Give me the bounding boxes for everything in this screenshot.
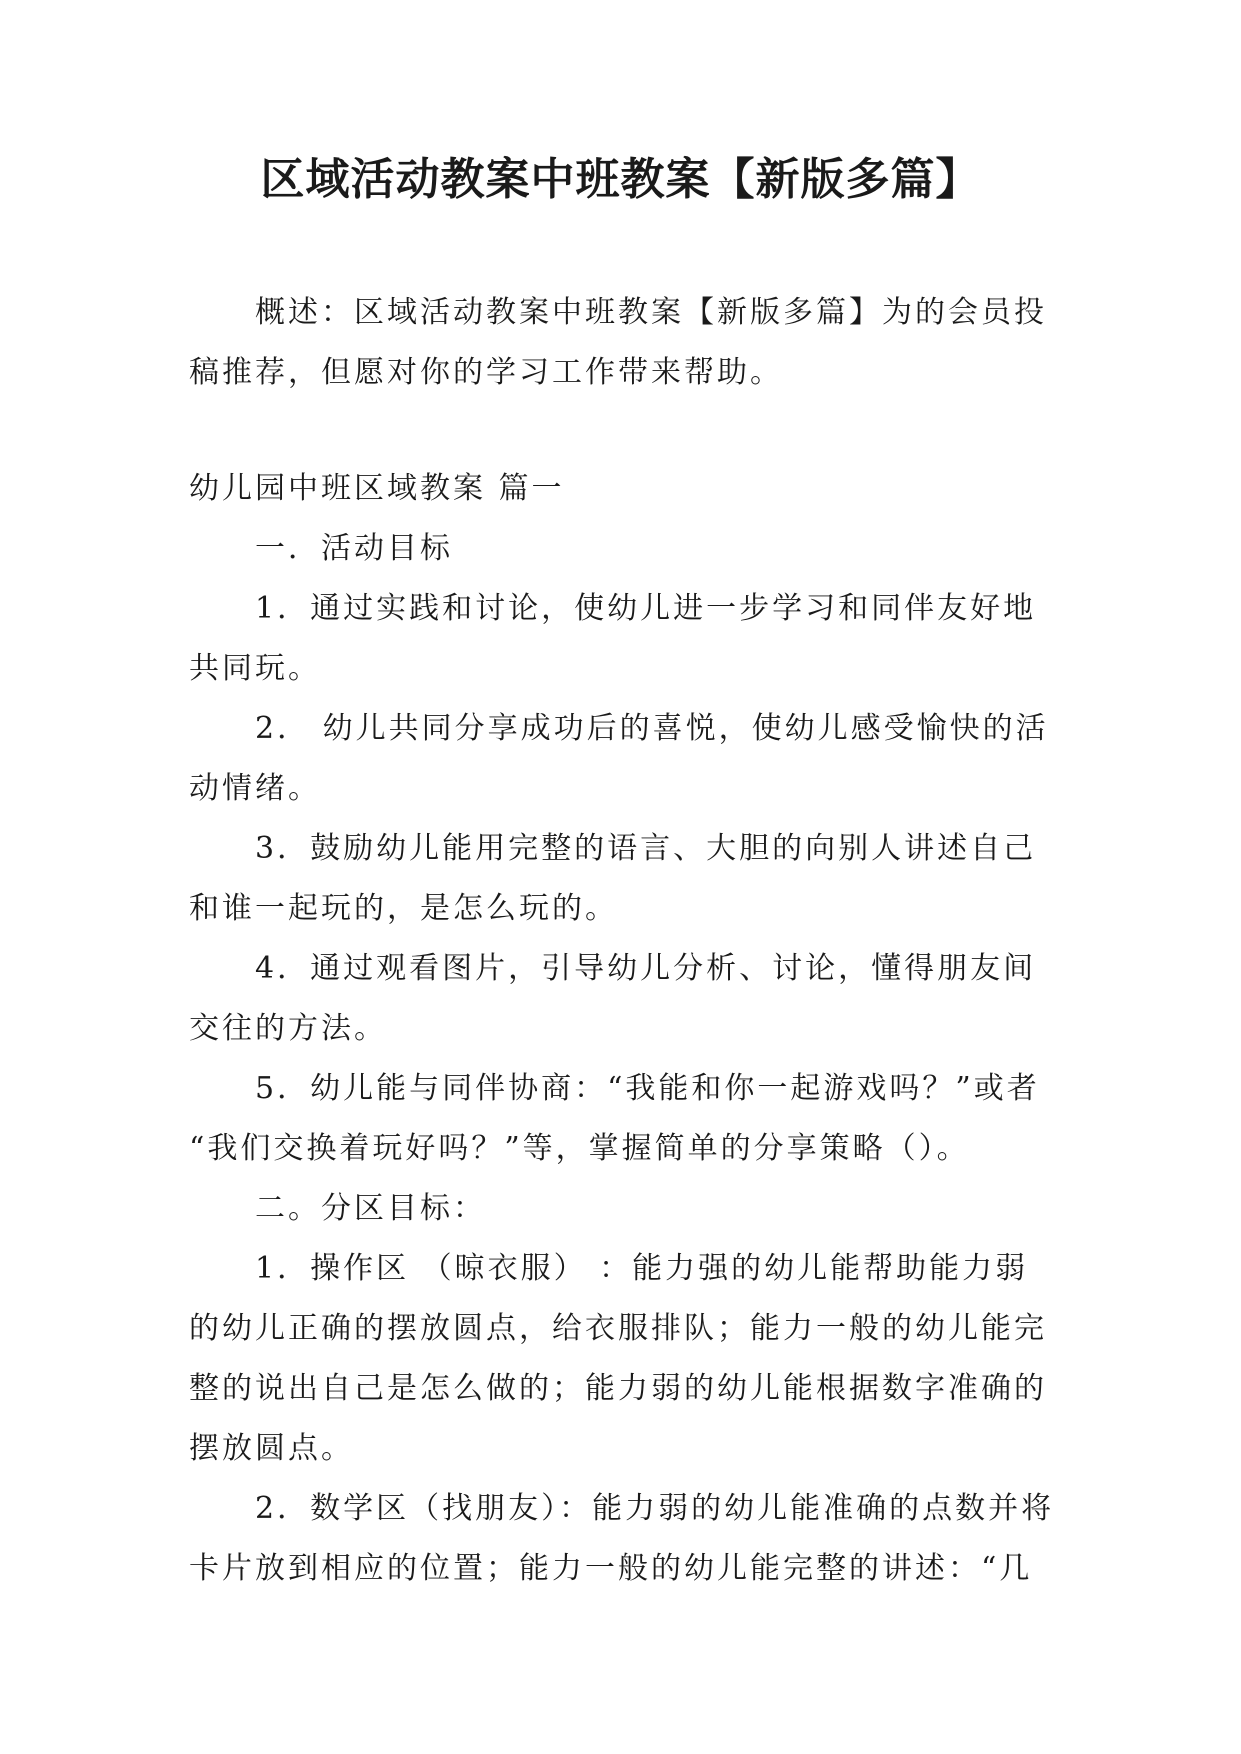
area-line: 2．数学区（找朋友）：能力弱的幼儿能准确的点数并将 xyxy=(255,1491,1055,1526)
area-item xyxy=(189,1479,1055,1599)
summary-paragraph xyxy=(189,283,1051,403)
goal-item xyxy=(189,699,1051,819)
area-line: 卡片放到相应的位置；能力一般的幼儿能完整的讲述：“几 xyxy=(189,1551,1033,1586)
part-heading: 一．活动目标 xyxy=(255,531,453,566)
summary-line: 稿推荐，但愿对你的学习工作带来帮助。 xyxy=(189,355,783,390)
area-line: 的幼儿正确的摆放圆点，给衣服排队；能力一般的幼儿能完 xyxy=(189,1311,1047,1346)
goal-item xyxy=(189,579,1051,699)
document-body xyxy=(189,459,1055,1599)
summary-text xyxy=(189,283,1051,403)
goal-item xyxy=(189,939,1051,1059)
summary-line: 概述：区域活动教案中班教案【新版多篇】为的会员投 xyxy=(255,295,1047,330)
area-line: 摆放圆点。 xyxy=(189,1431,354,1466)
goal-line: 共同玩。 xyxy=(189,651,321,686)
goal-line: 和谁一起玩的，是怎么玩的。 xyxy=(189,891,618,926)
goal-line: 1．通过实践和讨论，使幼儿进一步学习和同伴友好地 xyxy=(255,591,1037,626)
part-heading: 二。分区目标： xyxy=(255,1191,486,1226)
goal-line: 2． 幼儿共同分享成功后的喜悦，使幼儿感受愉快的活 xyxy=(255,711,1049,746)
goal-item xyxy=(189,1059,1051,1179)
goal-line: 4．通过观看图片，引导幼儿分析、讨论，懂得朋友间 xyxy=(255,951,1037,986)
document-title: 区域活动教案中班教案【新版多篇】 xyxy=(260,154,981,205)
area-item xyxy=(189,1239,1051,1479)
goal-item xyxy=(189,819,1051,939)
section-heading: 幼儿园中班区域教案 篇一 xyxy=(189,471,565,506)
area-line: 1．操作区 （晾衣服） ：能力强的幼儿能帮助能力弱 xyxy=(255,1251,1029,1286)
goal-line: 动情绪。 xyxy=(189,771,321,806)
goal-line: 3．鼓励幼儿能用完整的语言、大胆的向别人讲述自己 xyxy=(255,831,1037,866)
goal-line: 交往的方法。 xyxy=(189,1011,387,1046)
area-line: 整的说出自己是怎么做的；能力弱的幼儿能根据数字准确的 xyxy=(189,1371,1047,1406)
goal-line: 5．幼儿能与同伴协商：“我能和你一起游戏吗？”或者 xyxy=(255,1071,1040,1106)
goal-line: “我们交换着玩好吗？”等，掌握简单的分享策略（）。 xyxy=(189,1131,970,1166)
